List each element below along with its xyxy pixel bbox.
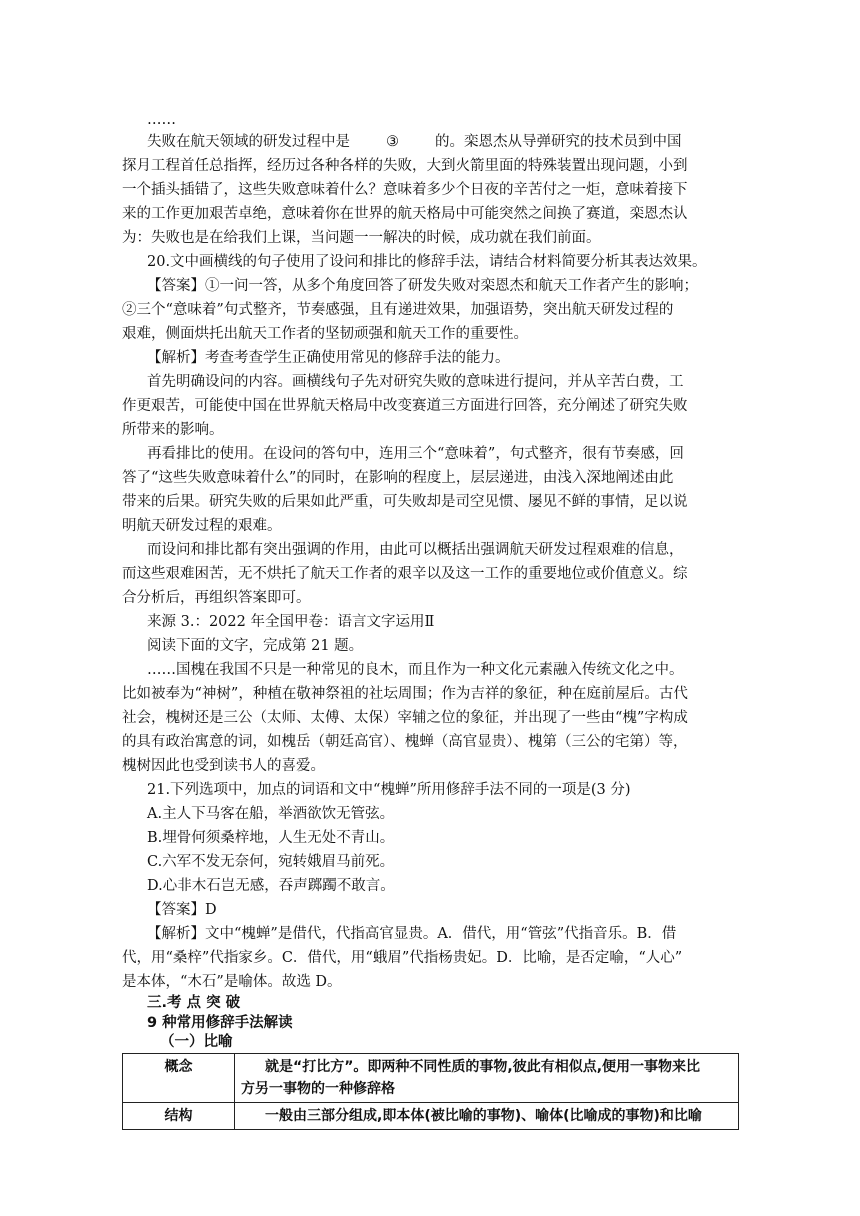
answer-20: ②三个“意味着”句式整齐，节奏感强，且有递进效果，加强语势，突出航天研发过程的	[122, 302, 674, 318]
option-a: A.主人下马客在船，举酒欲饮无管弦。	[147, 806, 395, 822]
analysis-20: 【解析】考查考查学生正确使用常见的修辞手法的能力。	[147, 350, 510, 366]
passage-line: ……国槐在我国不只是一种常见的良木，而且作为一种文化元素融入传统文化之中。	[147, 662, 684, 678]
reading-instruction: 阅读下面的文字，完成第 21 题。	[147, 638, 364, 654]
option-c: C.六军不发无奈何，宛转娥眉马前死。	[147, 854, 395, 870]
answer-21: 【答案】D	[147, 902, 217, 918]
analysis-20: 所带来的影响。	[122, 422, 224, 438]
section-subheading: 9 种常用修辞手法解读	[147, 1015, 293, 1031]
answer-20: 【答案】①一问一答，从多个角度回答了研发失败对栾恩杰和航天工作者产生的影响；	[147, 278, 698, 294]
passage-line: 社会，槐树还是三公（太师、太傅、太保）宰辅之位的象征，并出现了一些由“槐”字构成	[122, 710, 688, 726]
table-term: 概念	[123, 1054, 235, 1103]
ellipsis: ……	[147, 112, 176, 128]
analysis-21: 是本体，“木石”是喻体。故选 D。	[122, 974, 342, 990]
passage-line: 来的工作更加艰苦卓绝，意味着你在世界的航天格局中可能突然之间换了赛道，栾恩杰认	[122, 206, 688, 222]
definition-text: 方另一事物的一种修辞格	[241, 1081, 395, 1097]
question-20: 20.文中画横线的句子使用了设问和排比的修辞手法，请结合材料简要分析其表达效果。	[147, 254, 707, 270]
option-d: D.心非木石岂无感，吞声踯躅不敢言。	[147, 878, 395, 894]
analysis-21: 代，用“桑梓”代指家乡。C．借代，用“蛾眉”代指杨贵妃。D．比喻，是否定喻，“人心”	[122, 950, 683, 966]
blank-marker: ③	[386, 134, 399, 150]
rhetoric-table	[122, 1053, 739, 1130]
section-heading: 三.考 点 突 破	[147, 995, 241, 1011]
source-line: 来源 3.：2022 年全国甲卷：语言文字运用Ⅱ	[147, 614, 435, 630]
passage-line: 探月工程首任总指挥，经历过各种各样的失败，大到火箭里面的特殊装置出现问题，小到	[122, 158, 688, 174]
definition-text: 就是“打比方”。即两种不同性质的事物,彼此有相似点,便用一事物来比	[265, 1059, 701, 1075]
passage-line: 槐树因此也受到读书人的喜爱。	[122, 758, 325, 774]
passage-line: 一个插头插错了，这些失败意味着什么？意味着多少个日夜的辛苦付之一炬，意味着接下	[122, 182, 688, 198]
analysis-20: 作更艰苦，可能使中国在世界航天格局中改变赛道三方面进行回答，充分阐述了研究失败	[122, 398, 688, 414]
definition-text: 一般由三部分组成,即本体(被比喻的事物)、喻体(比喻成的事物)和比喻	[265, 1108, 702, 1124]
table-definition	[235, 1103, 739, 1130]
passage-text: 失败在航天领域的研发过程中是	[147, 134, 350, 150]
analysis-20: 首先明确设问的内容。画横线句子先对研究失败的意味进行提问，并从辛苦白费，工	[147, 374, 684, 390]
analysis-20: 而这些艰难困苦，无不烘托了航天工作者的艰辛以及这一工作的重要地位或价值意义。综	[122, 566, 688, 582]
analysis-20: 答了“这些失败意味着什么”的同时，在影响的程度上，层层递进，由浅入深地阐述由此	[122, 470, 674, 486]
analysis-20: 带来的后果。研究失败的后果如此严重，可失败却是司空见惯、屡见不鲜的事情，足以说	[122, 494, 688, 510]
answer-20: 艰难，侧面烘托出航天工作者的坚韧顽强和航天工作的重要性。	[122, 326, 528, 342]
table-definition	[235, 1054, 739, 1103]
table-row	[123, 1054, 739, 1103]
table-row	[123, 1103, 739, 1130]
analysis-20: 合分析后，再组织答案即可。	[122, 590, 311, 606]
section-item: （一）比喻	[160, 1034, 233, 1050]
analysis-20: 而设问和排比都有突出强调的作用，由此可以概括出强调航天研发过程艰难的信息，	[147, 542, 684, 558]
passage-line: 比如被奉为“神树”，种植在敬神祭祖的社坛周围；作为吉祥的象征，种在庭前屋后。古代	[122, 686, 688, 702]
passage-text: 的。栾恩杰从导弹研究的技术员到中国	[435, 134, 682, 150]
passage-line	[147, 130, 742, 154]
passage-line: 的具有政治寓意的词，如槐岳（朝廷高官）、槐蝉（高官显贵）、槐第（三公的宅第）等，	[122, 734, 688, 750]
option-b: B.埋骨何须桑梓地，人生无处不青山。	[147, 830, 395, 846]
analysis-20: 再看排比的使用。在设问的答句中，连用三个“意味着”，句式整齐，很有节奏感，回	[147, 446, 684, 462]
question-21: 21.下列选项中，加点的词语和文中“槐蝉”所用修辞手法不同的一项是(3 分)	[147, 782, 631, 798]
analysis-20: 明航天研发过程的艰难。	[122, 518, 282, 534]
passage-line: 为：失败也是在给我们上课，当问题一一解决的时候，成功就在我们前面。	[122, 230, 601, 246]
table-term: 结构	[123, 1103, 235, 1130]
analysis-21: 【解析】文中“槐蝉”是借代，代指高官显贵。A．借代，用“管弦”代指音乐。B．借	[147, 926, 677, 942]
